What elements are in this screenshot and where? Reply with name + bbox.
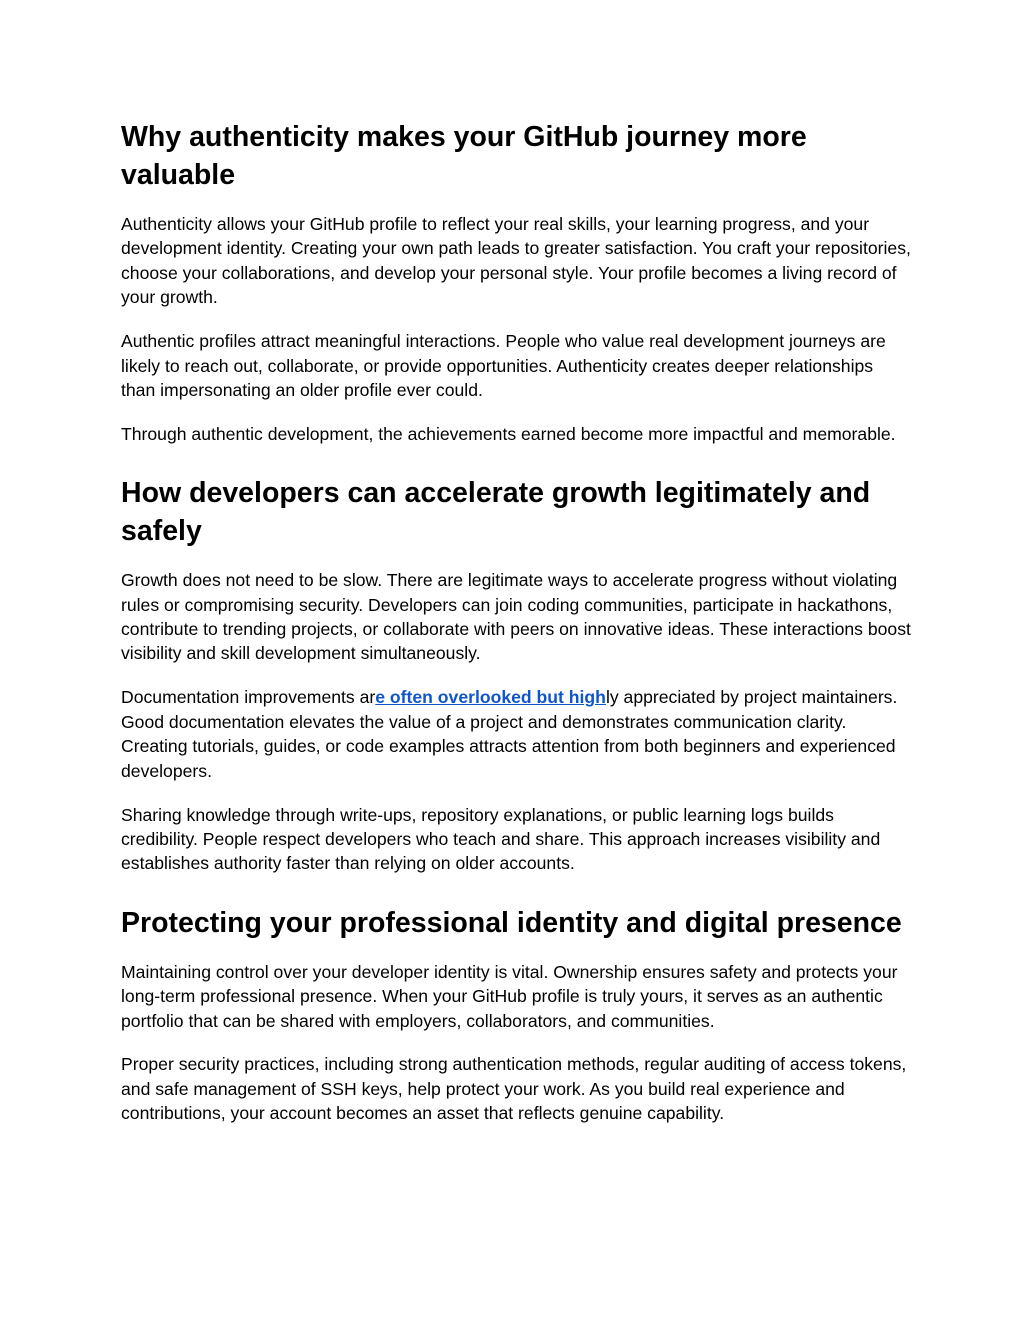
section-heading: How developers can accelerate growth legitimately and safely [121, 477, 871, 548]
section-heading: Protecting your professional identity and digital presence [121, 906, 902, 939]
paragraph: Through authentic development, the achievements earned become more impactful and memorable. [121, 423, 896, 444]
section-authenticity [121, 118, 911, 446]
text: Documentation improvements ar [121, 687, 376, 708]
paragraph: Proper security practices, including strong authentication methods, regular auditing of access tokens, and safe management of SSH keys, help protect your work. As you build real experience and contributions, your account becomes an asset that reflects genuine capability. [121, 1054, 907, 1124]
text: ly appreciated by project maintainers. Good documentation elevates the value of a project and demonstrates communication clarity. Creating tutorials, guides, or code examples attracts attention from both beginners and experienced developers. [121, 687, 898, 781]
paragraph: Maintaining control over your developer identity is vital. Ownership ensures safety and protects your long-term professional presence. When your GitHub profile is truly yours, it serves as an authentic portfolio that can be shared with employers, collaborators, and communities. [121, 961, 898, 1031]
paragraph: Authentic profiles attract meaningful interactions. People who value real development journeys are likely to reach out, collaborate, or provide opportunities. Authenticity creates deeper relationships than impersonating an older profile ever could. [121, 331, 886, 400]
paragraph-with-link [121, 685, 911, 783]
paragraph: Authenticity allows your GitHub profile to reflect your real skills, your learning progress, and your development identity. Creating your own path leads to greater satisfaction. You craft your repositories, choose your collaborations, and develop your personal style. Your profile becomes a living record of your growth. [121, 214, 911, 308]
section-heading: Why authenticity makes your GitHub journey more valuable [121, 121, 807, 191]
paragraph: Sharing knowledge through write-ups, repository explanations, or public learning logs builds credibility. People respect developers who teach and share. This approach increases visibility and establishes authority faster than relying on older accounts. [121, 804, 881, 874]
paragraph: Growth does not need to be slow. There are legitimate ways to accelerate progress without violating rules or compromising security. Developers can join coding communities, participate in hackathons, contribute to trending projects, or collaborate with peers on innovative ideas. These interactions boost visibility and skill development simultaneously. [121, 570, 911, 664]
inline-link[interactable]: e often overlooked but high [375, 687, 606, 708]
section-identity [121, 904, 911, 1126]
section-growth [121, 474, 911, 875]
document-page [121, 118, 911, 1154]
